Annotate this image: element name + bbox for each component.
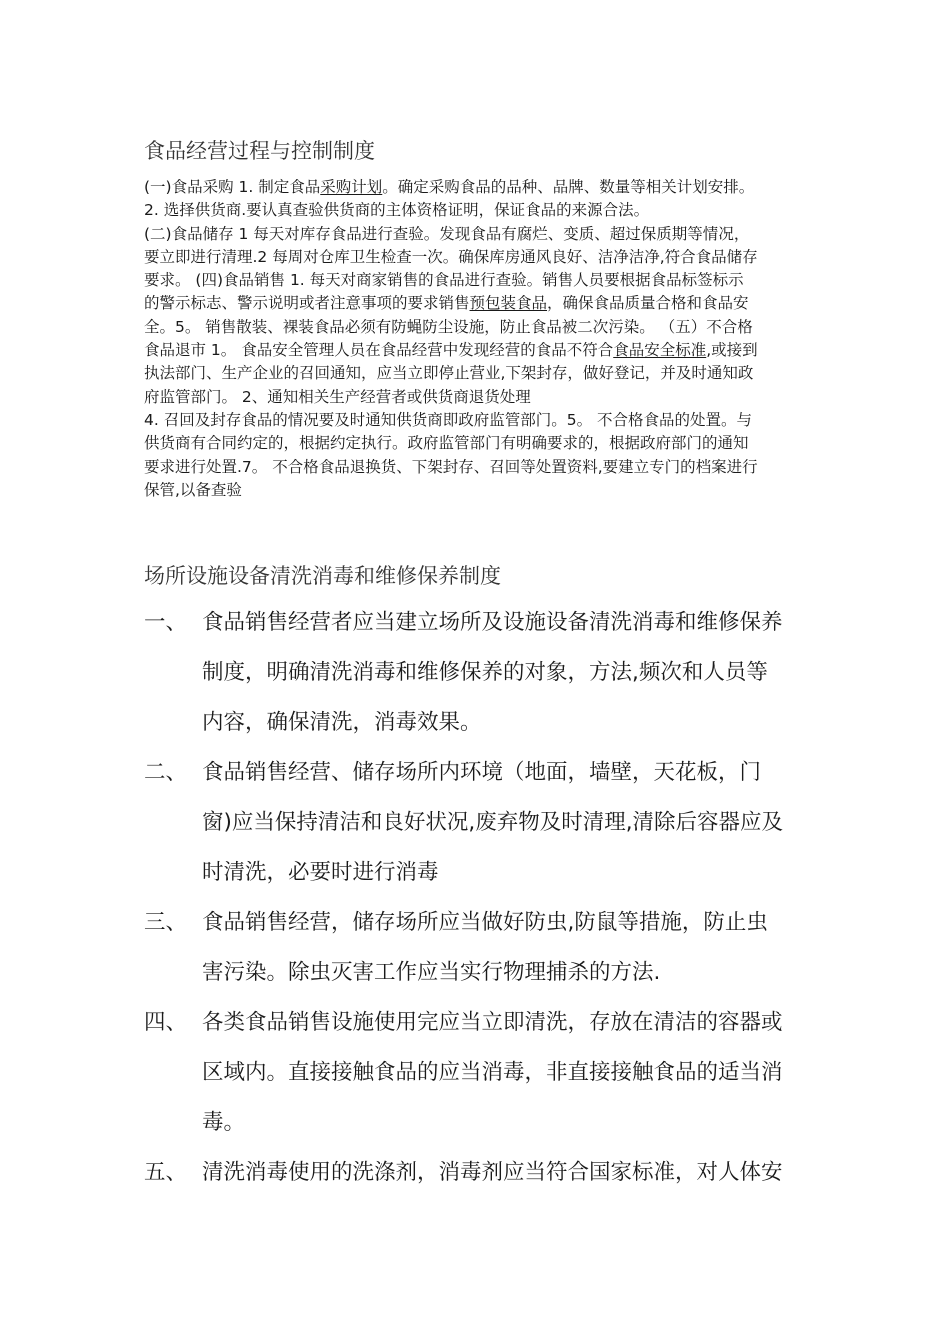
- body-text-line: [144, 223, 816, 246]
- list-item: [144, 748, 844, 898]
- list-item: [144, 1148, 844, 1198]
- list-item-text-line: 食品销售经营，储存场所应当做好防虫,防鼠等措施，防止虫: [202, 910, 768, 935]
- body-text-line: [144, 432, 816, 455]
- underlined-term: 预包装食品: [469, 294, 548, 313]
- list-item-text-line: 食品销售经营、储存场所内环境（地面，墙壁，天花板，门: [202, 760, 762, 785]
- text-run: 2. 选择供货商.要认真查验供货商的主体资格证明，保证食品的来源合法。: [144, 201, 650, 220]
- text-run: (一)食品采购 1. 制定食品: [144, 178, 321, 196]
- list-item-number: 四、: [144, 1010, 188, 1035]
- text-run: 的警示标志、警示说明或者注意事项的要求销售: [144, 294, 470, 313]
- body-text-line: [144, 316, 816, 339]
- body-text-line: [144, 176, 816, 199]
- text-run: 全。5。 销售散装、裸装食品必须有防蝇防尘设施，防止食品被二次污染。 （五）不合格: [144, 317, 753, 336]
- body-text-line: [144, 292, 816, 315]
- body-text-line: [144, 269, 816, 292]
- list-item: [144, 898, 844, 998]
- list-item-text-line: 时清洗，必要时进行消毒: [202, 860, 439, 885]
- body-text-line: [144, 246, 816, 269]
- text-run: (二)食品储存 1 每天对库存食品进行查验。发现食品有腐烂、变质、超过保质期等情况，: [144, 224, 750, 243]
- text-run: 要求。 (四)食品销售 1. 每天对商家销售的食品进行查验。销售人员要根据食品标签标示: [144, 271, 744, 290]
- text-run: 执法部门、生产企业的召回通知，应当立即停止营业,下架封存，做好登记，并及时通知政: [144, 364, 754, 383]
- underlined-term: 食品安全标准: [613, 341, 707, 360]
- text-run: 食品退市 1。 食品安全管理人员在食品经营中发现经营的食品不符合: [144, 341, 614, 360]
- body-text-line: [144, 409, 816, 432]
- body-text-line: [144, 456, 816, 479]
- list-item: [144, 998, 844, 1148]
- list-item-text-line: 清洗消毒使用的洗涤剂，消毒剂应当符合国家标准，对人体安: [202, 1160, 783, 1185]
- list-item-number: 五、: [144, 1160, 188, 1185]
- list-item-text-line: 各类食品销售设施使用完应当立即清洗，存放在清洁的容器或: [202, 1010, 783, 1035]
- list-item-text-line: 内容，确保清洗，消毒效果。: [202, 710, 482, 735]
- list-item-text-line: 窗)应当保持清洁和良好状况,废弃物及时清理,清除后容器应及: [202, 810, 784, 835]
- text-run: 要求进行处置.7。 不合格食品退换货、下架封存、召回等处置资料,要建立专门的档案进行: [144, 457, 758, 476]
- body-text-line: [144, 339, 816, 362]
- section-title-process-control: 食品经营过程与控制制度: [144, 139, 375, 163]
- list-item-number: 三、: [144, 910, 188, 935]
- underlined-term: 采购计划: [320, 178, 383, 196]
- text-run: ,或接到: [706, 341, 758, 360]
- text-run: 供货商有合同约定的，根据约定执行。政府监管部门有明确要求的，根据政府部门的通知: [144, 434, 749, 453]
- text-run: 4. 召回及封存食品的情况要及时通知供货商即政府监管部门。5。 不合格食品的处置。与: [144, 410, 753, 429]
- body-text-line: [144, 386, 816, 409]
- text-run: 要立即进行清理.2 每周对仓库卫生检查一次。确保库房通风良好、洁净洁净,符合食品储存: [144, 247, 758, 266]
- list-item-text-line: 食品销售经营者应当建立场所及设施设备清洗消毒和维修保养: [202, 610, 783, 635]
- text-run: 府监管部门。 2、通知相关生产经营者或供货商退货处理: [144, 387, 531, 406]
- regulation-list: [144, 598, 844, 1198]
- list-item-number: 一、: [144, 610, 188, 635]
- list-item-text-line: 毒。: [202, 1110, 246, 1135]
- list-item-text-line: 害污染。除虫灭害工作应当实行物理捕杀的方法.: [202, 960, 661, 985]
- body-text-line: [144, 479, 816, 502]
- section-body-process-control: [144, 176, 816, 502]
- text-run: 保管,以备查验: [144, 480, 242, 499]
- section-title-cleaning-maintenance: 场所设施设备清洗消毒和维修保养制度: [144, 564, 501, 588]
- body-text-line: [144, 199, 816, 222]
- list-item-text-line: 区域内。直接接触食品的应当消毒，非直接接触食品的适当消: [202, 1060, 783, 1085]
- text-run: 。确定采购食品的品种、品牌、数量等相关计划安排。: [382, 178, 755, 196]
- list-item-number: 二、: [144, 760, 188, 785]
- body-text-line: [144, 362, 816, 385]
- list-item-text-line: 制度，明确清洗消毒和维修保养的对象，方法,频次和人员等: [202, 660, 768, 685]
- list-item: [144, 598, 844, 748]
- text-run: ，确保食品质量合格和食品安: [547, 294, 749, 313]
